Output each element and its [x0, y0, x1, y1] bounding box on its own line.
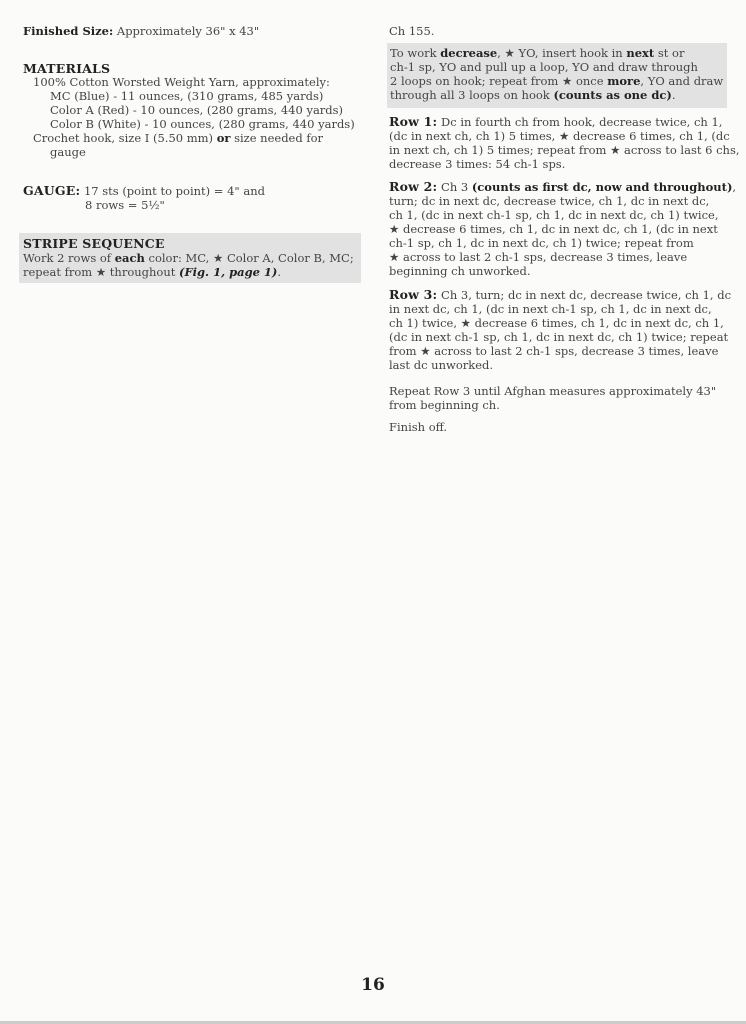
- decrease-more: more: [607, 74, 641, 88]
- stripe-text-mid: color: MC, ★ Color A, Color B, MC;: [144, 251, 354, 265]
- decrease-text: st or: [654, 46, 685, 60]
- row-2-text: ch 1, (dc in next ch-1 sp, ch 1, dc in next dc, ch 1) twice,: [389, 208, 719, 222]
- row-2-text: Ch 3: [437, 180, 472, 194]
- row-3-text: from ★ across to last 2 ch-1 sps, decrease 3 times, leave: [389, 344, 719, 358]
- stripe-end: .: [277, 265, 282, 279]
- row-2-text: beginning ch unworked.: [389, 264, 531, 278]
- decrease-box: [387, 43, 727, 108]
- decrease-text: .: [671, 88, 676, 102]
- hook-line: [23, 131, 361, 145]
- repeat-instruction: [389, 384, 734, 412]
- row-1-text: in next ch, ch 1) 5 times; repeat from ★ across to last 6 chs,: [389, 143, 740, 157]
- gauge-label: GAUGE:: [23, 183, 81, 198]
- decrease-line: [390, 88, 727, 102]
- repeat-text: from beginning ch.: [389, 398, 500, 412]
- finished-size-value: Approximately 36" x 43": [116, 24, 260, 38]
- row-1-text: (dc in next ch, ch 1) 5 times, ★ decrease 6 times, ch 1, (dc: [389, 129, 730, 143]
- row-1-text: decrease 3 times: 54 ch-1 sps.: [389, 157, 566, 171]
- row-3-text: (dc in next ch-1 sp, ch 1, dc in next dc, ch 1) twice; repeat: [389, 330, 729, 344]
- decrease-text: To work: [390, 46, 441, 60]
- stripe-heading: STRIPE SEQUENCE: [23, 236, 165, 251]
- row-2-text: ch-1 sp, ch 1, dc in next dc, ch 1) twice; repeat from: [389, 236, 694, 250]
- decrease-next: next: [626, 46, 655, 60]
- row-1-label: Row 1:: [389, 114, 438, 129]
- materials-line: Color A (Red) - 10 ounces, (280 grams, 440 yards): [50, 103, 344, 117]
- materials-line: MC (Blue) - 11 ounces, (310 grams, 485 yards): [50, 89, 324, 103]
- row-3: [389, 288, 734, 372]
- row-3-label: Row 3:: [389, 287, 438, 302]
- row-2-note: (counts as first dc, now and throughout): [471, 180, 733, 194]
- row-2-text: ★ decrease 6 times, ch 1, dc in next dc, ch 1, (dc in next: [389, 222, 718, 236]
- row-2-text: turn; dc in next dc, decrease twice, ch 1, dc in next dc,: [389, 194, 710, 208]
- materials-list: [23, 75, 361, 159]
- materials-line: Color B (White) - 10 ounces, (280 grams, 440 yards): [50, 117, 355, 131]
- decrease-line: ch-1 sp, YO and pull up a loop, YO and draw through: [390, 60, 698, 74]
- decrease-text: , YO and draw: [640, 74, 724, 88]
- row-2-text: ★ across to last 2 ch-1 sps, decrease 3 times, leave: [389, 250, 688, 264]
- stripe-text: Work 2 rows of: [23, 251, 115, 265]
- finished-size: [23, 24, 361, 38]
- decrease-count-note: (counts as one dc): [553, 88, 672, 102]
- hook-text: Crochet hook, size I (5.50 mm): [33, 131, 217, 145]
- gauge-line-2: 8 rows = 5½": [85, 198, 165, 212]
- decrease-text: through all 3 loops on hook: [390, 88, 554, 102]
- hook-text-end: size needed for: [230, 131, 324, 145]
- decrease-text: 2 loops on hook; repeat from ★ once: [390, 74, 608, 88]
- figure-reference: (Fig. 1, page 1): [179, 265, 278, 279]
- stripe-text-2: repeat from ★ throughout: [23, 265, 180, 279]
- stripe-line-1: [19, 251, 361, 265]
- finished-size-label: Finished Size:: [23, 24, 114, 38]
- hook-or: or: [216, 131, 231, 145]
- materials-line: 100% Cotton Worsted Weight Yarn, approximately:: [33, 75, 330, 89]
- row-1: [389, 114, 740, 171]
- decrease-text: , ★ YO, insert hook in: [497, 46, 627, 60]
- finish-off: Finish off.: [389, 420, 448, 434]
- row-2-label: Row 2:: [389, 179, 438, 194]
- decrease-line: [390, 74, 727, 88]
- chain-start: Ch 155.: [389, 24, 435, 38]
- hook-line-cont: gauge: [50, 145, 86, 159]
- stripe-each: each: [114, 251, 145, 265]
- decrease-term: decrease: [440, 46, 498, 60]
- row-3-text: ch 1) twice, ★ decrease 6 times, ch 1, dc in next dc, ch 1,: [389, 316, 724, 330]
- stripe-sequence-box: [19, 233, 361, 283]
- repeat-text: Repeat Row 3 until Afghan measures approximately 43": [389, 384, 717, 398]
- materials-heading: MATERIALS: [23, 61, 111, 76]
- row-2-text: ,: [732, 180, 737, 194]
- page-number: 16: [361, 975, 385, 995]
- decrease-line: [390, 46, 727, 60]
- gauge-line-1: 17 sts (point to point) = 4" and: [83, 184, 265, 198]
- row-1-text: Dc in fourth ch from hook, decrease twice, ch 1,: [437, 115, 723, 129]
- row-3-text: Ch 3, turn; dc in next dc, decrease twice, ch 1, dc: [437, 288, 732, 302]
- gauge: [23, 184, 361, 212]
- stripe-line-2: [19, 265, 361, 279]
- row-3-text: in next dc, ch 1, (dc in next ch-1 sp, ch 1, dc in next dc,: [389, 302, 712, 316]
- row-2: [389, 179, 737, 278]
- row-3-text: last dc unworked.: [389, 358, 494, 372]
